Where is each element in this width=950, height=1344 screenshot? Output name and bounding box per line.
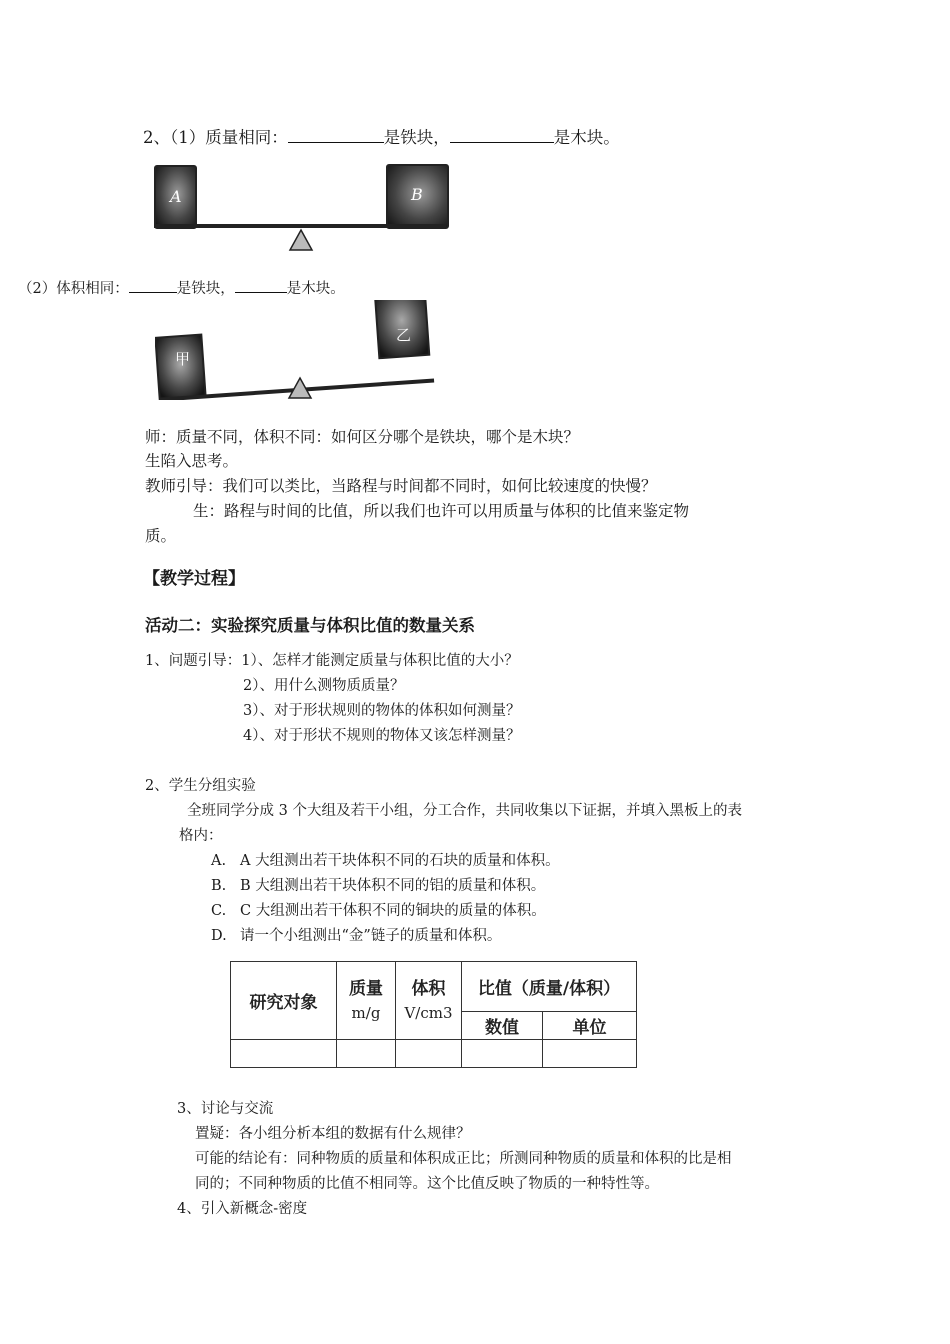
table-cell[interactable] (396, 1040, 462, 1068)
q2-part1-prefix: 2、（1）质量相同： (143, 128, 288, 147)
header-mass-label: 质量 (349, 978, 383, 999)
dialogue-line-2: 生陷入思考。 (145, 452, 239, 470)
block-b-label: B (411, 185, 423, 204)
q2-part2-prefix: （2）体积相同： (18, 281, 129, 297)
section-title: 【教学过程】 (143, 569, 245, 589)
question-3: 3）、对于形状规则的物体的体积如何测量？ (243, 703, 521, 719)
block-b (386, 164, 449, 229)
dialogue-line-5: 质。 (145, 527, 177, 545)
item-letter: B. (211, 878, 227, 894)
dialogue-line-1: 师：质量不同，体积不同：如何区分哪个是铁块，哪个是木块？ (145, 428, 580, 446)
dialogue-line-3: 教师引导：我们可以类比，当路程与时间都不同时，如何比较速度的快慢？ (145, 477, 657, 495)
item-text: B 大组测出若干块体积不同的铝的质量和体积。 (240, 878, 546, 894)
block-a-label: A (170, 187, 182, 206)
header-ratio-value: 数值 (462, 1012, 543, 1040)
q2-iron-label-2: 是铁块， (176, 281, 235, 297)
header-mass-unit: m/g (351, 1003, 381, 1022)
header-ratio: 比值（质量/体积） (462, 962, 637, 1012)
discussion-question: 置疑：各小组分析本组的数据有什么规律？ (195, 1126, 471, 1142)
experiment-item-a (211, 851, 560, 871)
header-ratio-unit: 单位 (543, 1012, 637, 1040)
q2-wood-label: 是木块。 (553, 128, 620, 147)
data-table (230, 961, 637, 1068)
header-volume-unit: V/cm3 (404, 1003, 453, 1022)
blank-3[interactable] (129, 280, 177, 293)
table-cell[interactable] (543, 1040, 637, 1068)
experiment-item-c (211, 901, 546, 921)
q2-iron-label: 是铁块， (383, 128, 450, 147)
table-cell[interactable] (462, 1040, 543, 1068)
experiment-item-d (211, 926, 501, 946)
discussion-title: 3、讨论与交流 (177, 1101, 274, 1117)
blank-2[interactable] (450, 128, 554, 143)
dialogue-line-4: 生：路程与时间的比值，所以我们也许可以用质量与体积的比值来鉴定物 (193, 502, 690, 520)
block-jia-label: 甲 (175, 350, 191, 368)
balance-drawing (155, 300, 440, 400)
activity-title: 活动二：实验探究质量与体积比值的数量关系 (145, 616, 475, 635)
fulcrum-icon (288, 228, 314, 252)
item-letter: C. (211, 903, 227, 919)
experiment-item-b (211, 876, 545, 896)
block-yi-label: 乙 (396, 326, 412, 344)
item-letter: D. (211, 928, 227, 944)
balance-figure-mass (152, 165, 452, 255)
header-volume (396, 962, 462, 1040)
new-concept-title: 4、引入新概念-密度 (177, 1201, 308, 1217)
table-cell[interactable] (231, 1040, 337, 1068)
question-1: 1、问题引导：1）、怎样才能测定质量与体积比值的大小？ (145, 653, 519, 669)
blank-1[interactable] (288, 128, 384, 143)
block-a (154, 165, 197, 229)
item-text: C 大组测出若干体积不同的铜块的质量的体积。 (240, 903, 546, 919)
balance-figure-volume (155, 300, 440, 400)
item-text: A 大组测出若干块体积不同的石块的质量和体积。 (240, 853, 560, 869)
item-text: 请一个小组测出“金”链子的质量和体积。 (240, 928, 502, 944)
question-4: 4）、对于形状不规则的物体又该怎样测量？ (243, 728, 521, 744)
q2-wood-label-2: 是木块。 (286, 281, 345, 297)
q2-part1-line (143, 127, 620, 149)
experiment-intro-2: 格内： (179, 828, 223, 844)
experiment-title: 2、学生分组实验 (145, 778, 256, 794)
item-letter: A. (211, 853, 227, 869)
experiment-intro-1: 全班同学分成 3 个大组及若干小组，分工合作，共同收集以下证据，并填入黑板上的表 (187, 803, 742, 819)
blank-4[interactable] (235, 280, 287, 293)
header-object: 研究对象 (231, 962, 337, 1040)
header-volume-label: 体积 (411, 978, 446, 999)
table-row (231, 1040, 637, 1068)
table-cell[interactable] (337, 1040, 396, 1068)
discussion-conclusion-1: 可能的结论有：同种物质的质量和体积成正比；所测同种物质的质量和体积的比是相 (195, 1151, 732, 1167)
question-2: 2）、用什么测物质质量？ (243, 678, 405, 694)
discussion-conclusion-2: 同的；不同种物质的比值不相同等。这个比值反映了物质的一种特性等。 (195, 1176, 659, 1192)
q2-part2-line (18, 279, 345, 299)
header-mass (337, 962, 396, 1040)
